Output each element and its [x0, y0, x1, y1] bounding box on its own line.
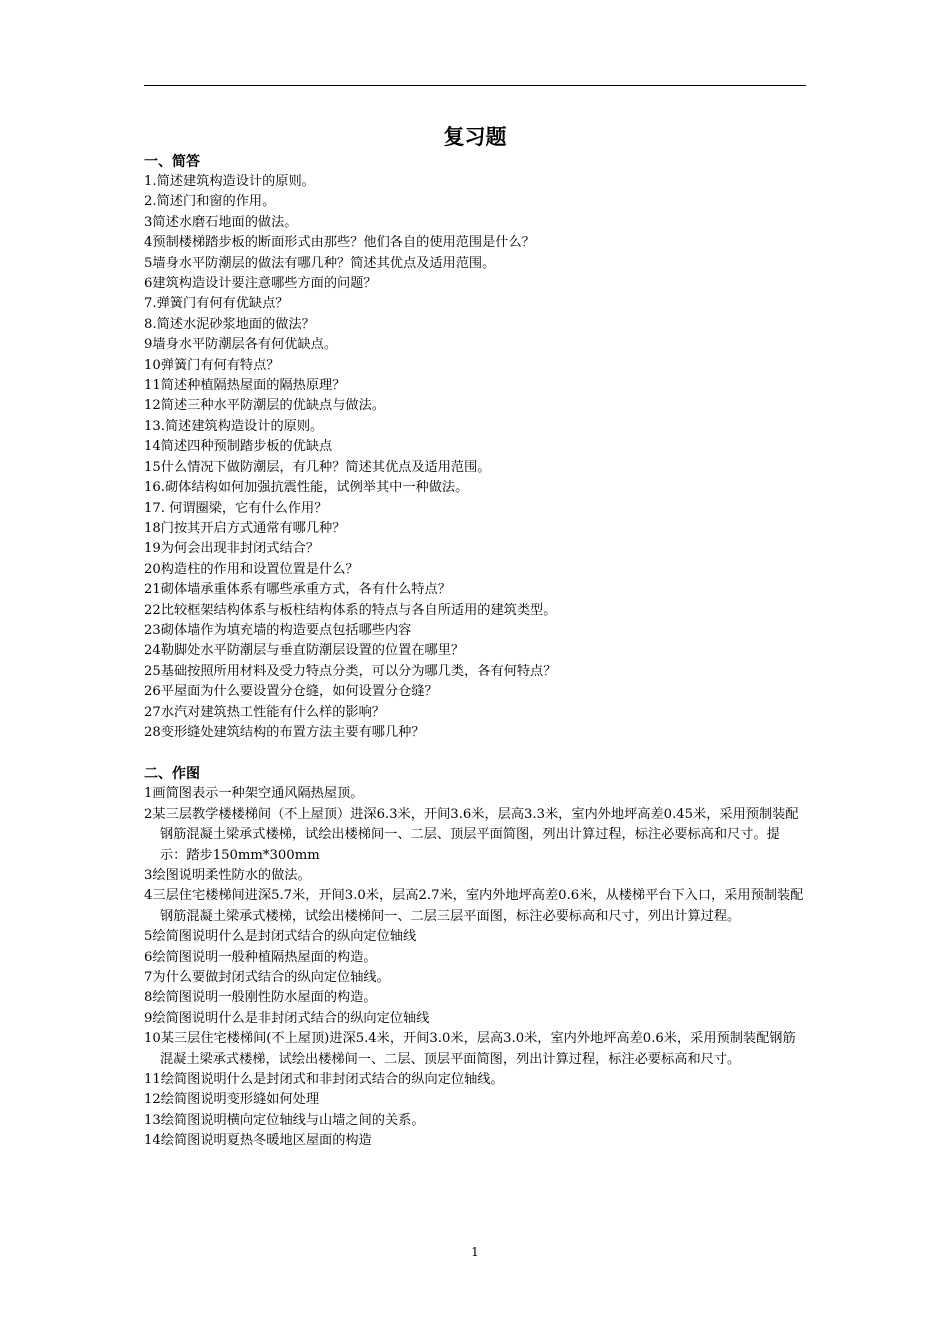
question-item: 3简述水磨石地面的做法。 [144, 214, 298, 230]
question-item: 8.简述水泥砂浆地面的做法？ [144, 316, 315, 332]
question-item: 1画简图表示一种架空通风隔热屋顶。 [144, 786, 364, 802]
question-item: 24勒脚处水平防潮层与垂直防潮层设置的位置在哪里？ [144, 643, 465, 659]
question-item: 10某三层住宅楼梯间(不上屋顶)进深5.4米，开间3.0米，层高3.0米，室内外地坪高差0.6米，采用预制装配钢筋混凝土梁承式楼梯，试绘出楼梯间一、二层、顶层平面简图，列出计算过程，标注必要标高和尺寸。 [144, 1031, 796, 1067]
question-item: 6建筑构造设计要注意哪些方面的问题？ [144, 276, 377, 292]
question-item: 4三层住宅楼梯间进深5.7米，开间3.0米，层高2.7米，室内外地坪高差0.6米，从楼梯平台下入口，采用预制装配钢筋混凝土梁承式楼梯，试绘出楼梯间一、二层三层平面图，标注必要标高和尺寸，列出计算过程。 [144, 888, 804, 924]
question-item: 12绘简图说明变形缝如何处理 [144, 1092, 320, 1108]
question-item: 27水汽对建筑热工性能有什么样的影响？ [144, 704, 385, 720]
section-heading-short-answer: 一、简答 [144, 154, 200, 170]
question-item: 13绘简图说明横向定位轴线与山墙之间的关系。 [144, 1112, 425, 1128]
drawing-list [144, 784, 806, 1151]
question-item: 13.简述建筑构造设计的原则。 [144, 418, 324, 434]
question-item: 11绘简图说明什么是封闭式和非封闭式结合的纵向定位轴线。 [144, 1072, 504, 1088]
question-item: 5墙身水平防潮层的做法有哪几种？简述其优点及适用范围。 [144, 255, 496, 271]
question-item: 8绘简图说明一般刚性防水屋面的构造。 [144, 990, 377, 1006]
question-item: 23砌体墙作为填充墙的构造要点包括哪些内容 [144, 622, 412, 638]
section-heading-drawing: 二、作图 [144, 766, 200, 783]
question-item: 9绘简图说明什么是非封闭式结合的纵向定位轴线 [144, 1010, 430, 1026]
question-item: 6绘简图说明一般种植隔热屋面的构造。 [144, 949, 377, 965]
question-item: 7.弹簧门有何有优缺点？ [144, 296, 289, 312]
question-item: 10弹簧门有何有特点？ [144, 357, 280, 373]
question-item: 5绘简图说明什么是封闭式结合的纵向定位轴线 [144, 929, 417, 945]
section-spacer [144, 743, 806, 765]
question-item: 14简述四种预制踏步板的优缺点 [144, 439, 333, 455]
question-item: 4预制楼梯踏步板的断面形式由那些？他们各自的使用范围是什么？ [144, 235, 535, 251]
question-item: 3绘图说明柔性防水的做法。 [144, 868, 311, 883]
question-item: 26平屋面为什么要设置分仓缝，如何设置分仓缝？ [144, 684, 438, 700]
question-item: 2.简述门和窗的作用。 [144, 194, 276, 210]
question-item: 22比较框架结构体系与板柱结构体系的特点与各自所适用的建筑类型。 [144, 602, 557, 618]
question-item: 11简述种植隔热屋面的隔热原理？ [144, 378, 346, 394]
short-answer-list [144, 172, 806, 743]
question-item: 21砌体墙承重体系有哪些承重方式，各有什么特点？ [144, 582, 451, 598]
question-item: 28变形缝处建筑结构的布置方法主要有哪几种？ [144, 724, 425, 740]
question-item: 9墙身水平防潮层各有何优缺点。 [144, 337, 338, 353]
question-item: 14绘简图说明夏热冬暖地区屋面的构造 [144, 1133, 372, 1149]
document-body [144, 153, 806, 1152]
question-item: 18门按其开启方式通常有哪几种？ [144, 520, 346, 536]
question-item: 17. 何谓圈梁，它有什么作用？ [144, 500, 328, 516]
question-item: 16.砌体结构如何加强抗震性能，试例举其中一种做法。 [144, 480, 469, 496]
question-item: 15什么情况下做防潮层，有几种？简述其优点及适用范围。 [144, 459, 491, 475]
question-item: 12简述三种水平防潮层的优缺点与做法。 [144, 398, 385, 414]
question-item: 2某三层教学楼楼梯间（不上屋顶）进深6.3米，开间3.6米，层高3.3米，室内外地坪高差0.45米，采用预制装配钢筋混凝土梁承式楼梯，试绘出楼梯间一、二层、顶层平面简图，列出计算过程，标注必要标高和尺寸。提示：踏步150mm*300mm [144, 806, 799, 863]
question-item: 1.简述建筑构造设计的原则。 [144, 174, 315, 189]
question-item: 19为何会出现非封闭式结合？ [144, 541, 320, 557]
page-number: 1 [471, 1245, 479, 1259]
question-item: 7为什么要做封闭式结合的纵向定位轴线。 [144, 970, 390, 986]
document-title: 复习题 [443, 125, 507, 149]
question-item: 20构造柱的作用和设置位置是什么？ [144, 561, 359, 577]
header-rule [144, 85, 806, 86]
question-item: 25基础按照所用材料及受力特点分类，可以分为哪几类，各有何特点？ [144, 663, 557, 679]
